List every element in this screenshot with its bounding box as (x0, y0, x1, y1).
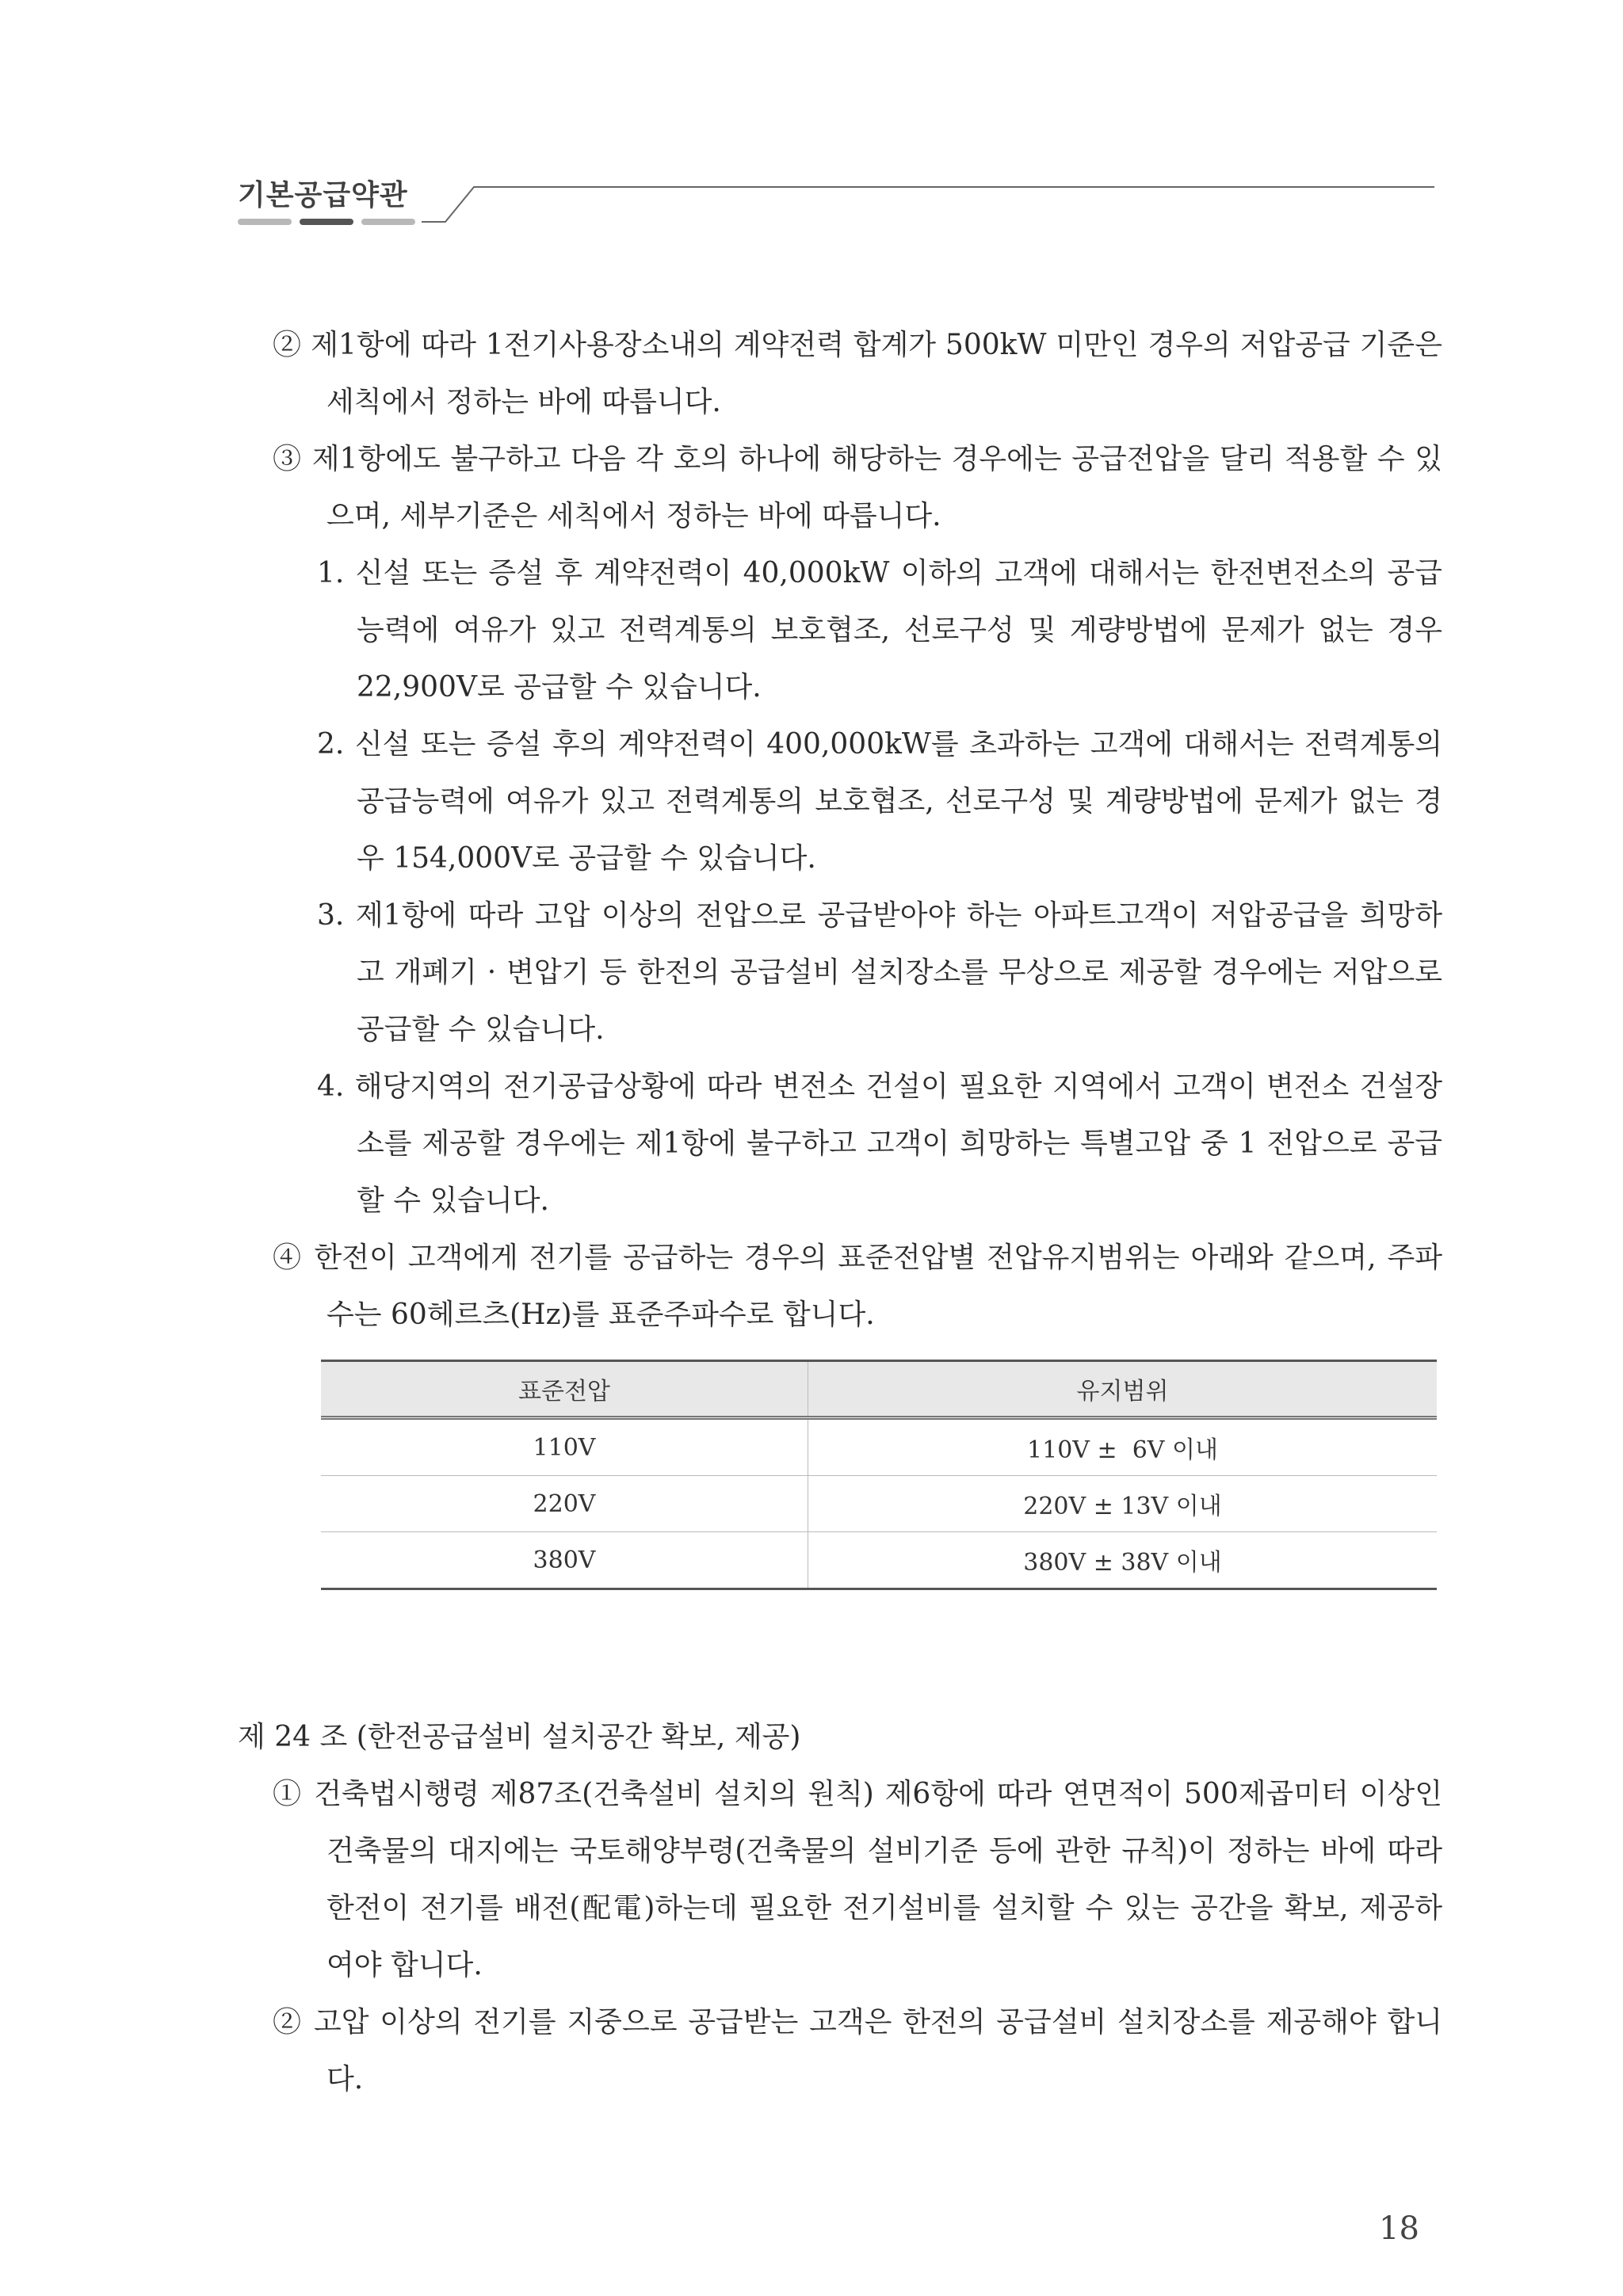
header-title: 기본공급약관 (238, 179, 408, 212)
cell-range: 380V ± 38V 이내 (808, 1532, 1438, 1589)
cell-voltage: 110V (321, 1418, 808, 1476)
running-header (238, 173, 1434, 236)
article-paragraph-2: ② 고압 이상의 전기를 지중으로 공급받는 고객은 한전의 공급설비 설치장소를 제공해야 합니다. (273, 2006, 1442, 2096)
paragraph-4: ④ 한전이 고객에게 전기를 공급하는 경우의 표준전압별 전압유지범위는 아래와 같으며, 주파수는 60헤르츠(Hz)를 표준주파수로 합니다. (273, 1241, 1442, 1331)
section-list (238, 317, 1442, 1344)
header-range: 유지범위 (808, 1361, 1438, 1418)
cell-range: 220V ± 13V 이내 (808, 1476, 1438, 1532)
cell-voltage: 380V (321, 1532, 808, 1589)
item-3: 3. 제1항에 따라 고압 이상의 전압으로 공급받아야 하는 아파트고객이 저압공급을 희망하고 개폐기 · 변압기 등 한전의 공급설비 설치장소를 무상으로 제공할 경우에는 저압으로 공급할 수 있습니다. (317, 899, 1442, 1046)
header-decoration (238, 173, 1434, 236)
article-title: 제 24 조 (한전공급설비 설치공간 확보, 제공) (238, 1721, 801, 1753)
header-standard-voltage: 표준전압 (321, 1361, 808, 1418)
paragraph-3: ③ 제1항에도 불구하고 다음 각 호의 하나에 해당하는 경우에는 공급전압을 달리 적용할 수 있으며, 세부기준은 세칙에서 정하는 바에 따릅니다. (273, 443, 1442, 532)
table-header-row (321, 1361, 1437, 1418)
table-row (321, 1418, 1437, 1476)
article-paragraph-1: ① 건축법시행령 제87조(건축설비 설치의 원칙) 제6항에 따라 연면적이 500제곱미터 이상인 건축물의 대지에는 국토해양부령(건축물의 설비기준 등에 관한 규칙)이 정하는 바에 따라 한전이 전기를 배전(配電)하는데 필요한 전기설비를 설치할 수 있는 공간을 확보, 제공하여야 합니다. (273, 1778, 1442, 1981)
item-1: 1. 신설 또는 증설 후 계약전력이 40,000kW 이하의 고객에 대해서는 한전변전소의 공급능력에 여유가 있고 전력계통의 보호협조, 선로구성 및 계량방법에 문제가 없는 경우 22,900V로 공급할 수 있습니다. (317, 557, 1442, 704)
voltage-table (321, 1360, 1437, 1590)
table-row (321, 1532, 1437, 1589)
document-body (238, 317, 1442, 2108)
page-number: 18 (1379, 2210, 1419, 2247)
item-2: 2. 신설 또는 증설 후의 계약전력이 400,000kW를 초과하는 고객에 대해서는 전력계통의 공급능력에 여유가 있고 전력계통의 보호협조, 선로구성 및 계량방법에 문제가 없는 경우 154,000V로 공급할 수 있습니다. (317, 728, 1442, 875)
cell-voltage: 220V (321, 1476, 808, 1532)
cell-range: 110V ± 6V 이내 (808, 1418, 1438, 1476)
table-row (321, 1476, 1437, 1532)
paragraph-2: ② 제1항에 따라 1전기사용장소내의 계약전력 합계가 500kW 미만인 경우의 저압공급 기준은 세칙에서 정하는 바에 따릅니다. (273, 329, 1442, 418)
item-4: 4. 해당지역의 전기공급상황에 따라 변전소 건설이 필요한 지역에서 고객이 변전소 건설장소를 제공할 경우에는 제1항에 불구하고 고객이 희망하는 특별고압 중 1 전압으로 공급할 수 있습니다. (317, 1070, 1442, 1217)
